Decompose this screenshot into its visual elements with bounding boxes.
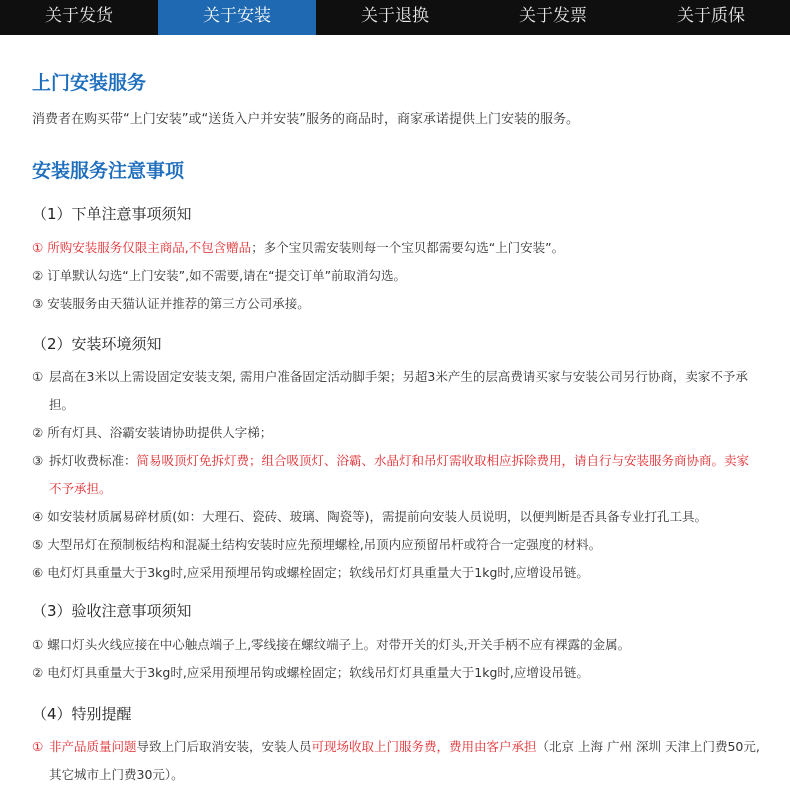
item-text: 层高在3米以上需设固定安装支架, 需用户准备固定活动脚手架；另超3米产生的层高费请买家与安装公司另行协商，卖家不予承担。 <box>49 369 748 412</box>
tab-shipping[interactable]: 关于发货 <box>45 6 113 26</box>
item-text: 所有灯具、浴霸安装请协助提供人字梯； <box>47 425 273 440</box>
list-item <box>32 262 760 290</box>
list-item <box>32 659 760 687</box>
content-area <box>0 70 790 789</box>
tab-warranty[interactable]: 关于质保 <box>677 6 745 26</box>
tab-returns[interactable]: 关于退换 <box>361 6 429 26</box>
environment-notice-heading: （2）安装环境须知 <box>32 335 162 353</box>
list-item <box>32 559 760 587</box>
item-number: ① <box>32 739 44 754</box>
item-text: 安装服务由天猫认证并推荐的第三方公司承接。 <box>47 296 310 311</box>
item-text: 螺口灯头火线应接在中心触点端子上,零线接在螺纹端子上。对带开关的灯头,开关手柄不应有裸露的金属。 <box>47 637 631 652</box>
special-reminder-list <box>32 733 760 789</box>
tab-invoice[interactable]: 关于发票 <box>519 6 587 26</box>
item-number: ⑤ <box>32 537 44 552</box>
list-item <box>32 531 760 559</box>
list-item <box>32 733 760 789</box>
item-text: 电灯灯具重量大于3kg时,应采用预埋吊钩或螺栓固定；软线吊灯灯具重量大于1kg时,应增设吊链。 <box>47 565 589 580</box>
item-number: ① <box>32 240 44 255</box>
install-service-title: 上门安装服务 <box>32 72 147 94</box>
item-text: 大型吊灯在预制板结构和混凝土结构安装时应先预埋螺栓,吊顶内应预留吊杆或符合一定强度的材料。 <box>47 537 602 552</box>
list-item <box>32 447 760 503</box>
install-service-intro: 消费者在购买带“上门安装”或“送货入户并安装”服务的商品时，商家承诺提供上门安装的服务。 <box>32 112 579 127</box>
item-text: 拆灯收费标准： <box>49 453 137 468</box>
item-number: ① <box>32 637 44 652</box>
item-text: ；多个宝贝需安装则每一个宝贝都需要勾选“上门安装”。 <box>251 240 565 255</box>
item-number: ④ <box>32 509 44 524</box>
acceptance-notice-heading: （3）验收注意事项须知 <box>32 602 192 620</box>
tab-bar <box>0 0 790 35</box>
item-number: ⑥ <box>32 565 44 580</box>
list-item <box>32 363 760 419</box>
list-item <box>32 503 760 531</box>
list-item <box>32 290 760 318</box>
item-number: ③ <box>32 453 44 468</box>
item-number: ② <box>32 425 44 440</box>
item-number: ② <box>32 268 44 283</box>
order-notice-list <box>32 234 760 318</box>
item-text: 如安装材质属易碎材质(如：大理石、瓷砖、玻璃、陶瓷等)，需提前向安装人员说明，以便判断是否具备专业打孔工具。 <box>47 509 707 524</box>
notice-title: 安装服务注意事项 <box>32 160 185 182</box>
order-notice-heading: （1）下单注意事项须知 <box>32 205 192 223</box>
list-item <box>32 631 760 659</box>
acceptance-notice-list <box>32 631 760 687</box>
environment-notice-list <box>32 363 760 587</box>
list-item <box>32 234 760 262</box>
item-number: ② <box>32 665 44 680</box>
item-text: 订单默认勾选“上门安装”,如不需要,请在“提交订单”前取消勾选。 <box>47 268 407 283</box>
item-number: ③ <box>32 296 44 311</box>
item-number: ① <box>32 369 44 384</box>
item-text: 导致上门后取消安装，安装人员 <box>136 739 312 754</box>
highlight-text: 可现场收取上门服务费，费用由客户承担 <box>311 739 537 754</box>
tab-installation[interactable]: 关于安装 <box>158 0 316 35</box>
highlight-text: 非产品质量问题 <box>49 739 137 754</box>
item-text: （北京 上海 广州 深圳 天津上门费50元,其它城市上门费30元）。 <box>49 739 760 782</box>
special-reminder-heading: （4）特别提醒 <box>32 705 132 723</box>
highlight-text: 简易吸顶灯免拆灯费；组合吸顶灯、浴霸、水晶灯和吊灯需收取相应拆除费用，请自行与安装服务商协商。卖家不予承担。 <box>49 453 750 496</box>
list-item <box>32 419 760 447</box>
item-text: 电灯灯具重量大于3kg时,应采用预埋吊钩或螺栓固定；软线吊灯灯具重量大于1kg时,应增设吊链。 <box>47 665 589 680</box>
highlight-text: 所购安装服务仅限主商品,不包含赠品 <box>47 240 252 255</box>
